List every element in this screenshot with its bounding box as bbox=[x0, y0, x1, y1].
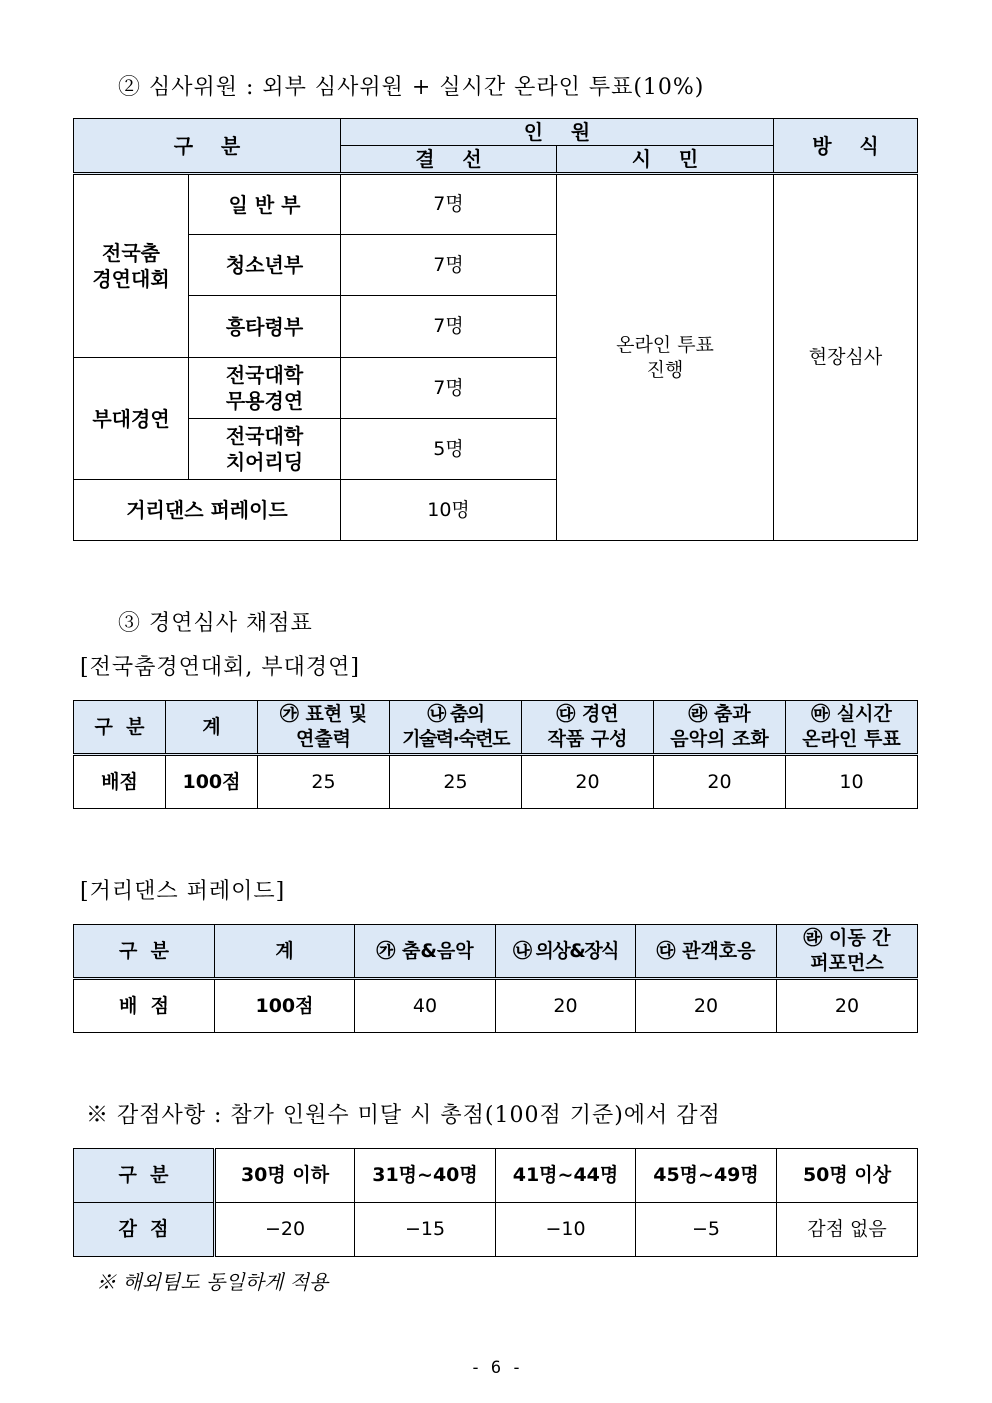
parade-header: ㉰ 관객호응 bbox=[636, 925, 777, 979]
row-count: 5명 bbox=[341, 419, 557, 480]
deduction-table bbox=[73, 1148, 918, 1257]
method-value: 현장심사 bbox=[774, 174, 918, 541]
scoring-table-2 bbox=[73, 924, 918, 1033]
row-name: 흥타령부 bbox=[189, 296, 341, 358]
score-label: 배점 bbox=[74, 755, 166, 809]
header-category: 구 분 bbox=[74, 119, 341, 174]
parade-header: ㉮ 춤&음악 bbox=[355, 925, 496, 979]
scoring-table-1 bbox=[73, 700, 918, 809]
deduction-header: 41명~44명 bbox=[496, 1149, 636, 1203]
header-method: 방 식 bbox=[774, 119, 918, 174]
header-citizen: 시 민 bbox=[557, 146, 774, 174]
parade-total: 100점 bbox=[215, 979, 355, 1033]
score-value: 20 bbox=[654, 755, 786, 809]
deduction-value: 감점 없음 bbox=[777, 1203, 918, 1257]
score-total: 100점 bbox=[166, 755, 258, 809]
score-header: ㉮ 표현 및 연출력 bbox=[258, 701, 390, 755]
deduction-value: −5 bbox=[636, 1203, 777, 1257]
deduction-value: −10 bbox=[496, 1203, 636, 1257]
deduction-header: 50명 이상 bbox=[777, 1149, 918, 1203]
scoring-subheading-2: [거리댄스 퍼레이드] bbox=[80, 879, 286, 904]
deduction-header: 30명 이하 bbox=[215, 1149, 355, 1203]
citizen-value: 온라인 투표 진행 bbox=[557, 174, 774, 541]
group-side-contest: 부대경연 bbox=[74, 358, 189, 480]
header-final: 결 선 bbox=[341, 146, 557, 174]
score-header: ㉯ 춤의 기술력·숙련도 bbox=[390, 701, 522, 755]
row-name: 청소년부 bbox=[189, 235, 341, 296]
row-parade-name: 거리댄스 퍼레이드 bbox=[74, 480, 341, 541]
parade-value: 20 bbox=[636, 979, 777, 1033]
header-personnel: 인 원 bbox=[341, 119, 774, 146]
parade-header: 계 bbox=[215, 925, 355, 979]
parade-header: ㉱ 이동 간 퍼포먼스 bbox=[777, 925, 918, 979]
row-count: 7명 bbox=[341, 174, 557, 235]
row-count: 7명 bbox=[341, 296, 557, 358]
deduction-header: 45명~49명 bbox=[636, 1149, 777, 1203]
parade-value: 20 bbox=[777, 979, 918, 1033]
score-value: 10 bbox=[786, 755, 918, 809]
row-name: 전국대학 치어리딩 bbox=[189, 419, 341, 480]
group-national-dance: 전국춤 경연대회 bbox=[74, 174, 189, 358]
row-name: 전국대학 무용경연 bbox=[189, 358, 341, 419]
parade-header: ㉯ 의상&장식 bbox=[496, 925, 636, 979]
score-header: 구 분 bbox=[74, 701, 166, 755]
parade-value: 20 bbox=[496, 979, 636, 1033]
deduction-label: 감 점 bbox=[74, 1203, 215, 1257]
deduction-header: 구 분 bbox=[74, 1149, 215, 1203]
score-header: 계 bbox=[166, 701, 258, 755]
deduction-value: −15 bbox=[355, 1203, 496, 1257]
page-number: - 6 - bbox=[470, 1358, 522, 1378]
score-header: ㉰ 경연 작품 구성 bbox=[522, 701, 654, 755]
parade-header: 구 분 bbox=[74, 925, 215, 979]
judges-table bbox=[73, 118, 918, 541]
row-count: 7명 bbox=[341, 235, 557, 296]
score-header: ㉲ 실시간 온라인 투표 bbox=[786, 701, 918, 755]
parade-value: 40 bbox=[355, 979, 496, 1033]
row-count: 7명 bbox=[341, 358, 557, 419]
score-value: 20 bbox=[522, 755, 654, 809]
score-value: 25 bbox=[390, 755, 522, 809]
deduction-value: −20 bbox=[215, 1203, 355, 1257]
section3-heading: ③ 경연심사 채점표 bbox=[118, 611, 313, 636]
overseas-note: ※ 해외팀도 동일하게 적용 bbox=[96, 1270, 329, 1294]
parade-label: 배 점 bbox=[74, 979, 215, 1033]
section2-heading: ② 심사위원 : 외부 심사위원 + 실시간 온라인 투표(10%) bbox=[118, 75, 705, 100]
row-parade-count: 10명 bbox=[341, 480, 557, 541]
scoring-subheading-1: [전국춤경연대회, 부대경연] bbox=[80, 655, 360, 680]
score-value: 25 bbox=[258, 755, 390, 809]
deduction-heading: ※ 감점사항 : 참가 인원수 미달 시 총점(100점 기준)에서 감점 bbox=[86, 1103, 721, 1128]
deduction-header: 31명~40명 bbox=[355, 1149, 496, 1203]
row-name: 일 반 부 bbox=[189, 174, 341, 235]
score-header: ㉱ 춤과 음악의 조화 bbox=[654, 701, 786, 755]
